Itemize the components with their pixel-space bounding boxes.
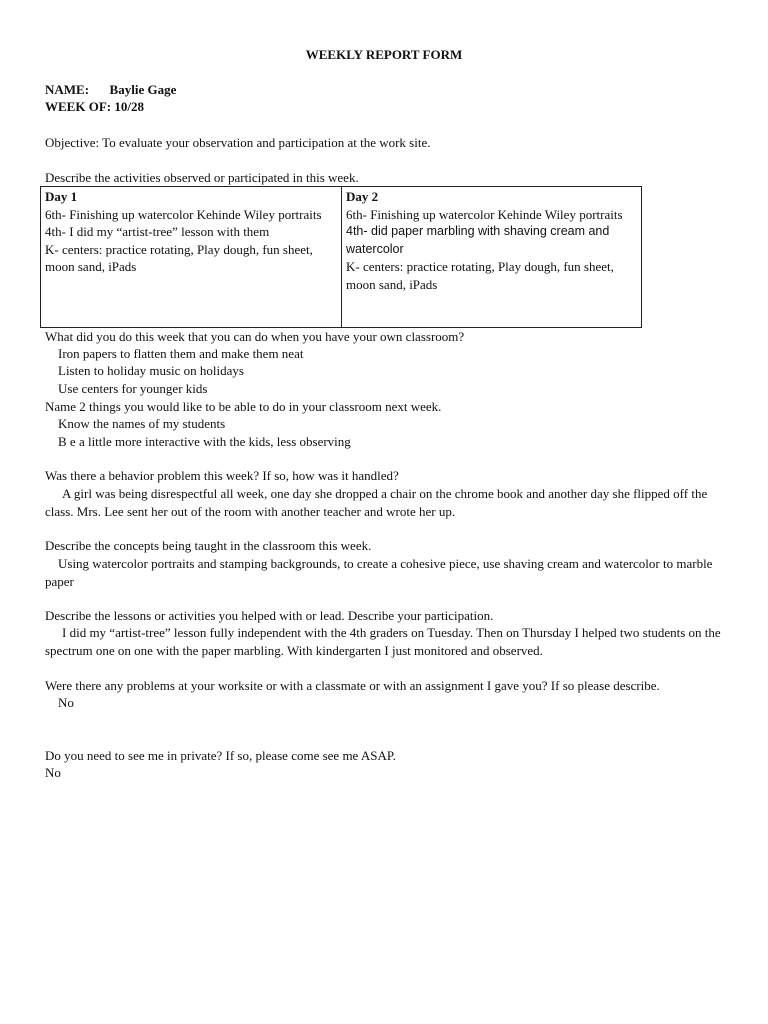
week-row xyxy=(45,98,144,115)
form-title: WEEKLY REPORT FORM xyxy=(305,47,463,62)
question-concepts: Describe the concepts being taught in the classroom this week. xyxy=(45,538,372,553)
answer-concepts xyxy=(45,555,725,590)
question-private: Do you need to see me in private? If so, please come see me ASAP. xyxy=(45,748,396,763)
name-row xyxy=(45,81,176,98)
day-2-cell xyxy=(342,187,642,328)
day-2-entry: K- centers: practice rotating, Play dough, fun sheet, moon sand, iPads xyxy=(346,259,614,292)
activities-prompt: Describe the activities observed or participated in this week. xyxy=(45,170,359,185)
day-1-entry: 6th- Finishing up watercolor Kehinde Wiley portraits xyxy=(45,206,322,222)
day-2-entry: 4th- did paper marbling with shaving cream and watercolor xyxy=(346,224,610,256)
week-label: WEEK OF: xyxy=(45,99,112,114)
question-behavior: Was there a behavior problem this week? If so, how was it handled? xyxy=(45,468,399,483)
day-1-header: Day 1 xyxy=(45,189,78,204)
answer-behavior xyxy=(45,485,725,520)
answer-lessons xyxy=(45,624,725,659)
day-1-cell xyxy=(41,187,342,328)
day-1-entry: K- centers: practice rotating, Play dough, fun sheet, moon sand, iPads xyxy=(45,241,313,274)
answer-problems: No xyxy=(58,695,74,710)
objective-text: Objective: To evaluate your observation and participation at the work site. xyxy=(45,135,431,150)
answer-behavior-text: A girl was being disrespectful all week, one day she dropped a chair on the chrome book and another day she flipped off the class. Mrs. Lee sent her out of the room with another teacher and wrote her up. xyxy=(45,486,708,519)
answer-concepts-text: Using watercolor portraits and stamping backgrounds, to create a cohesive piece, use shaving cream and watercolor to marble paper xyxy=(45,556,713,589)
question-own-classroom: What did you do this week that you can do when you have your own classroom? xyxy=(45,329,465,344)
answer-next-week: Know the names of my students xyxy=(58,416,226,431)
question-next-week: Name 2 things you would like to be able to do in your classroom next week. xyxy=(45,399,442,414)
days-table xyxy=(40,186,642,328)
week-value: 10/28 xyxy=(114,99,144,114)
day-1-entry: 4th- I did my “artist-tree” lesson with them xyxy=(45,224,270,239)
name-value: Baylie Gage xyxy=(109,82,177,97)
answer-private: No xyxy=(45,765,61,780)
question-lessons: Describe the lessons or activities you helped with or lead. Describe your participation. xyxy=(45,608,494,623)
answer-own-classroom: Iron papers to flatten them and make them neat xyxy=(58,346,304,361)
answer-own-classroom: Listen to holiday music on holidays xyxy=(58,363,244,378)
answer-next-week: B e a little more interactive with the kids, less observing xyxy=(58,434,351,449)
name-label: NAME: xyxy=(45,82,90,97)
day-2-header: Day 2 xyxy=(346,189,379,204)
answer-own-classroom: Use centers for younger kids xyxy=(58,381,208,396)
question-problems: Were there any problems at your worksite or with a classmate or with an assignment I gave you? If so please describe. xyxy=(45,678,660,693)
answer-lessons-text: I did my “artist-tree” lesson fully independent with the 4th graders on Tuesday. Then on Thursday I helped two students on the spectrum one on one with the paper marbling. With kindergarten I just monitored and observed. xyxy=(45,625,721,658)
day-2-entry: 6th- Finishing up watercolor Kehinde Wiley portraits xyxy=(346,206,623,222)
